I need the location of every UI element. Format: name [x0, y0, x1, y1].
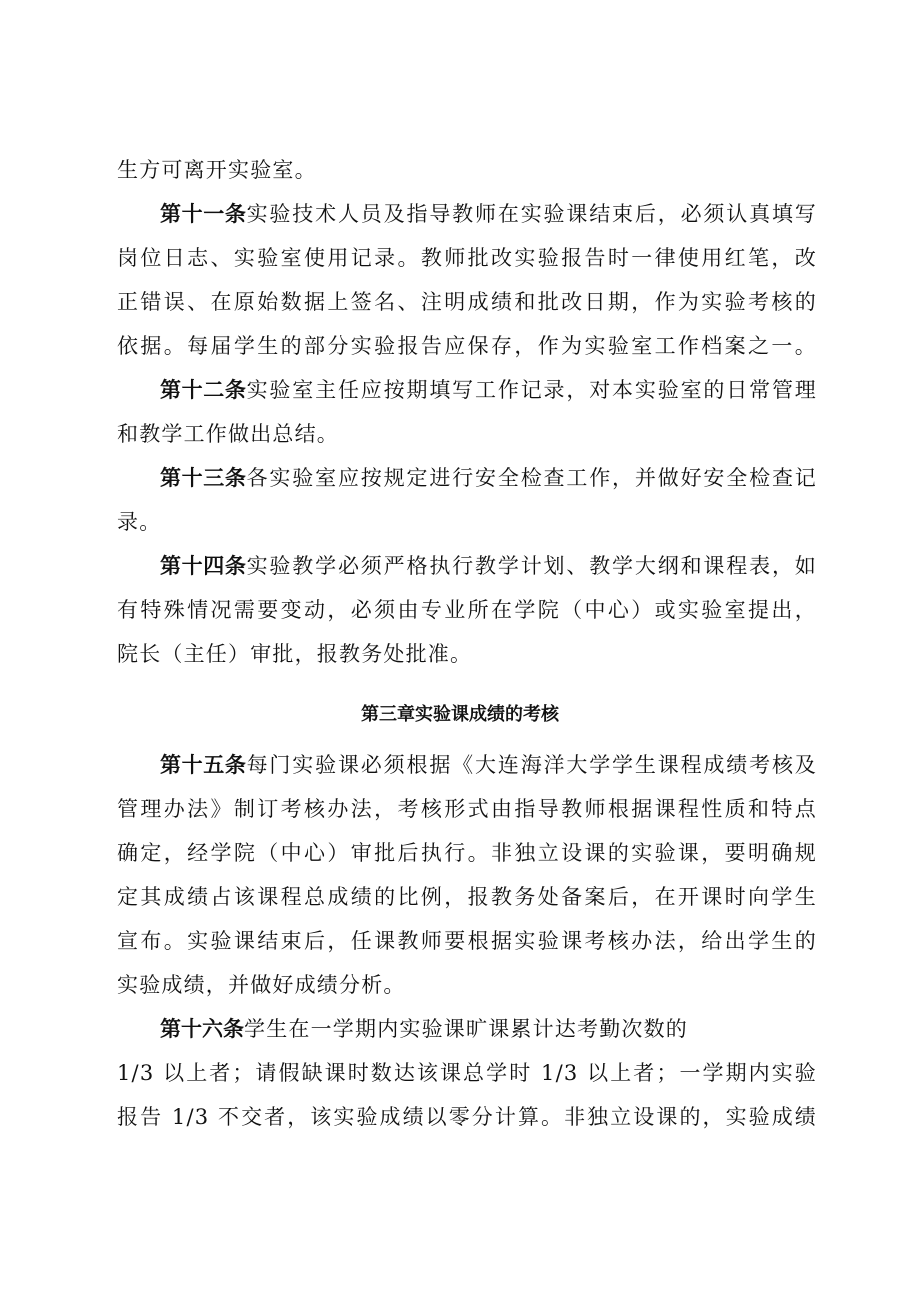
article-14-line-2: 有特殊情况需要变动，必须由专业所在学院（中心）或实验室提出，: [117, 598, 817, 622]
article-15-line-4: 定其成绩占该课程总成绩的比例，报教务处备案后，在开课时向学生: [117, 885, 817, 909]
article-12-label: 第十二条: [160, 378, 247, 402]
article-11-line-1: 第十一条实验技术人员及指导教师在实验课结束后，必须认真填写: [160, 202, 818, 226]
article-16-line-2: 1/3 以上者；请假缺课时数达该课总学时 1/3 以上者；一学期内实验: [117, 1061, 817, 1085]
article-15-line-2: 管理办法》制订考核办法，考核形式由指导教师根据课程性质和特点: [117, 797, 817, 821]
article-14-label: 第十四条: [160, 554, 247, 578]
article-13-line-1: 第十三条各实验室应按规定进行安全检查工作，并做好安全检查记: [160, 466, 818, 490]
article-15-label: 第十五条: [160, 753, 247, 777]
article-14-line-3: 院长（主任）审批，报教务处批准。: [117, 642, 473, 666]
article-11-label: 第十一条: [160, 202, 247, 226]
article-11-line-2: 岗位日志、实验室使用记录。教师批改实验报告时一律使用红笔，改: [117, 246, 817, 270]
article-13-line-2: 录。: [117, 510, 162, 534]
article-15-line-6: 实验成绩，并做好成绩分析。: [117, 973, 406, 997]
article-16-line-3: 报告 1/3 不交者，该实验成绩以零分计算。非独立设课的，实验成绩: [117, 1105, 817, 1129]
article-13-label: 第十三条: [160, 466, 247, 490]
article-14-line-1: 第十四条实验教学必须严格执行教学计划、教学大纲和课程表，如: [160, 554, 818, 578]
article-15-line-3: 确定，经学院（中心）审批后执行。非独立设课的实验课，要明确规: [117, 841, 817, 865]
article-12-line-1: 第十二条实验室主任应按期填写工作记录，对本实验室的日常管理: [160, 378, 818, 402]
article-16-label: 第十六条: [160, 1017, 244, 1041]
chapter-heading: 第三章实验课成绩的考核: [361, 704, 559, 725]
article-12-line-2: 和教学工作做出总结。: [117, 422, 339, 446]
continuation-line: 生方可离开实验室。: [117, 158, 317, 182]
article-11-line-3: 正错误、在原始数据上签名、注明成绩和批改日期，作为实验考核的: [117, 290, 817, 314]
article-16-line-1: 第十六条学生在一学期内实验课旷课累计达考勤次数的: [160, 1017, 688, 1041]
article-11-line-4: 依据。每届学生的部分实验报告应保存，作为实验室工作档案之一。: [117, 334, 817, 358]
article-15-line-5: 宣布。实验课结束后，任课教师要根据实验课考核办法，给出学生的: [117, 929, 817, 953]
article-15-line-1: 第十五条每门实验课必须根据《大连海洋大学学生课程成绩考核及: [160, 753, 818, 777]
